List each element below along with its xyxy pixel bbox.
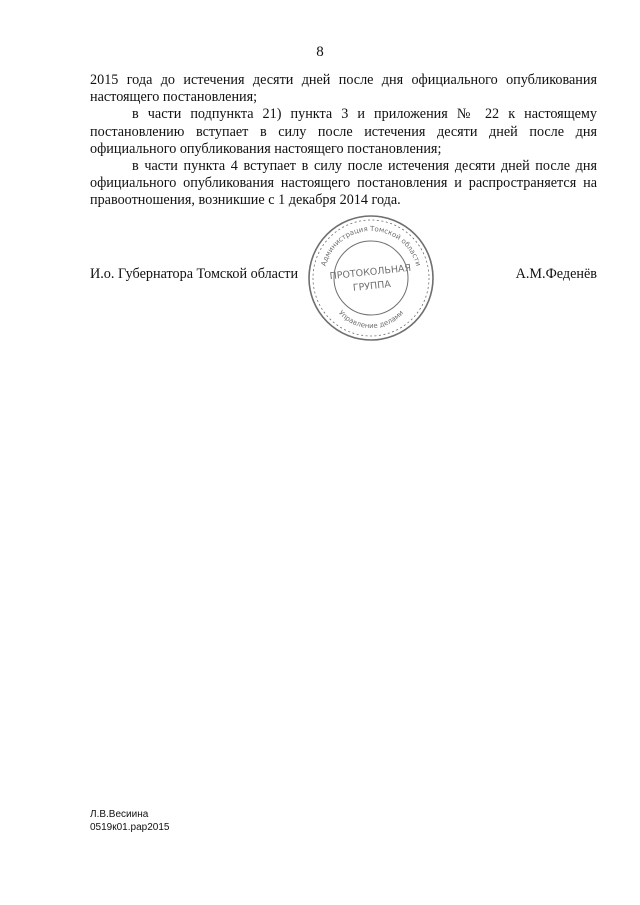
stamp-outer-top-text: Администрация Томской области [319,224,423,268]
stamp-center-line1: ПРОТОКОЛЬНАЯ [329,262,412,283]
official-stamp [306,213,436,343]
document-body [90,72,597,210]
paragraph-continuation: 2015 года до истечения десяти дней после дня официального опубликования настоящего постановления; [90,72,597,106]
signatory-title: И.о. Губернатора Томской области [90,266,299,282]
footer-author: Л.В.Весиина [90,809,149,820]
svg-text:Администрация Томской области [320,225,423,267]
signatory-name: А.М.Феденёв [515,266,597,282]
svg-text:Управление делами [337,309,405,330]
footer-note [90,808,169,834]
paragraph-clause-4: в части пункта 4 вступает в силу после истечения десяти дней после дня официального опубликования настоящего постановления и распространяется на правоотношения, возникшие с 1 декабря 2014 года. [90,158,597,209]
paragraph-subclause-21: в части подпункта 21) пункта 3 и приложения № 22 к настоящему постановлению вступает в силу после истечения десяти дней после дня официального опубликования настоящего постановления; [90,106,597,157]
footer-doc-code: 0519к01.рар2015 [90,822,170,833]
stamp-center-line2: ГРУППА [352,278,392,294]
stamp-outer-bottom-text: Управление делами [336,308,406,331]
page-number: 8 [316,44,324,60]
